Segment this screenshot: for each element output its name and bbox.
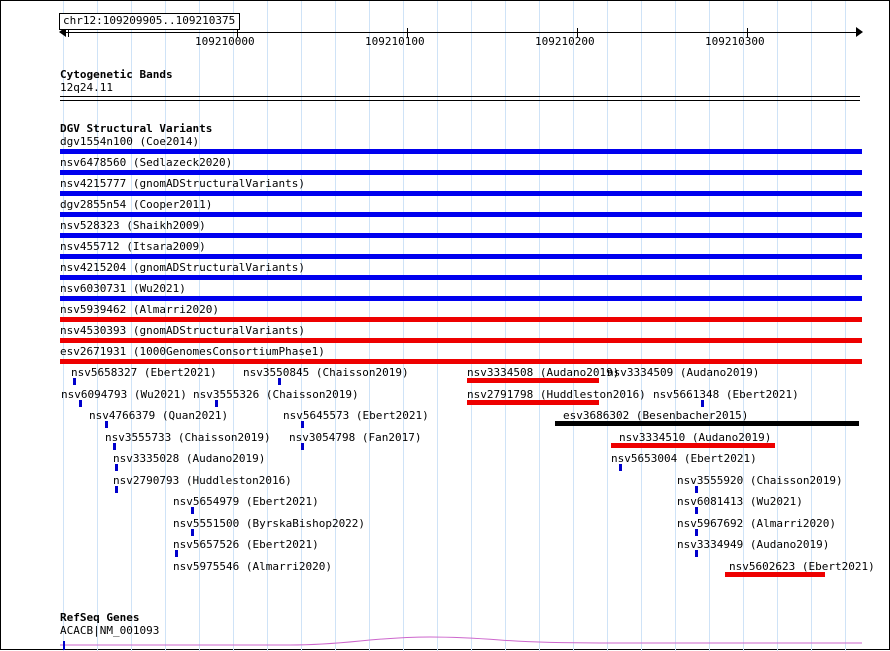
- variant-tick[interactable]: [695, 550, 698, 557]
- variant-label[interactable]: nsv3550845 (Chaisson2019): [243, 366, 409, 379]
- variant-bar[interactable]: [60, 191, 862, 196]
- gridline: [641, 1, 642, 651]
- variant-bar[interactable]: [60, 359, 862, 364]
- ruler-tick-label: 109210300: [705, 35, 765, 48]
- variant-label[interactable]: nsv4530393 (gnomADStructuralVariants): [60, 324, 306, 337]
- variant-bar[interactable]: [60, 296, 862, 301]
- variant-label[interactable]: nsv5975546 (Almarri2020): [173, 560, 332, 573]
- gridline: [607, 1, 608, 651]
- variant-tick[interactable]: [105, 421, 108, 428]
- variant-label[interactable]: nsv6094793 (Wu2021): [61, 388, 187, 401]
- variant-tick[interactable]: [115, 486, 118, 493]
- refseq-genes-title: RefSeq Genes: [60, 611, 140, 624]
- ruler-tick-label: 109210100: [365, 35, 425, 48]
- variant-tick[interactable]: [191, 507, 194, 514]
- variant-label[interactable]: nsv3334509 (Audano2019): [607, 366, 760, 379]
- variant-label[interactable]: nsv3555733 (Chaisson2019): [105, 431, 271, 444]
- dgv-structural-variants-title: DGV Structural Variants: [60, 122, 213, 135]
- variant-label[interactable]: nsv6030731 (Wu2021): [60, 282, 186, 295]
- gene-model-curve[interactable]: [60, 629, 862, 647]
- gridline: [471, 1, 472, 651]
- cytoband-rule: [60, 100, 860, 101]
- variant-label[interactable]: esv3686302 (Besenbacher2015): [563, 409, 749, 422]
- variant-bar[interactable]: [60, 254, 862, 259]
- variant-tick[interactable]: [278, 378, 281, 385]
- gridline: [403, 1, 404, 651]
- variant-label[interactable]: nsv528323 (Shaikh2009): [60, 219, 206, 232]
- ruler-axis: [61, 32, 861, 33]
- variant-label[interactable]: nsv5645573 (Ebert2021): [283, 409, 429, 422]
- variant-tick[interactable]: [701, 400, 704, 407]
- locus-label: chr12:109209905..109210375: [59, 13, 240, 30]
- gene-label[interactable]: ACACB|NM_001093: [60, 624, 160, 637]
- variant-bar[interactable]: [60, 149, 862, 154]
- gridline: [437, 1, 438, 651]
- gridline: [709, 1, 710, 651]
- variant-label[interactable]: nsv5653004 (Ebert2021): [611, 452, 757, 465]
- variant-label[interactable]: nsv4215777 (gnomADStructuralVariants): [60, 177, 306, 190]
- variant-label[interactable]: nsv2791798 (Huddleston2016): [467, 388, 646, 401]
- variant-label[interactable]: nsv5551500 (ByrskaBishop2022): [173, 517, 366, 530]
- ruler-right-arrow-icon: [856, 27, 863, 37]
- variant-label[interactable]: nsv455712 (Itsara2009): [60, 240, 206, 253]
- variant-label[interactable]: nsv5602623 (Ebert2021): [729, 560, 875, 573]
- gridline: [811, 1, 812, 651]
- variant-label[interactable]: nsv5654979 (Ebert2021): [173, 495, 319, 508]
- variant-label[interactable]: dgv1554n100 (Coe2014): [60, 135, 200, 148]
- gridline: [335, 1, 336, 651]
- variant-tick[interactable]: [191, 529, 194, 536]
- variant-label[interactable]: esv2671931 (1000GenomesConsortiumPhase1): [60, 345, 325, 358]
- variant-tick[interactable]: [695, 486, 698, 493]
- gridline: [369, 1, 370, 651]
- variant-tick[interactable]: [115, 464, 118, 471]
- variant-label[interactable]: nsv5661348 (Ebert2021): [653, 388, 799, 401]
- variant-label[interactable]: nsv3335028 (Audano2019): [113, 452, 266, 465]
- variant-label[interactable]: dgv2855n54 (Cooper2011): [60, 198, 213, 211]
- cytoband-rule: [60, 96, 860, 97]
- ruler-tick-label: 109210200: [535, 35, 595, 48]
- variant-label[interactable]: nsv6478560 (Sedlazeck2020): [60, 156, 233, 169]
- variant-bar[interactable]: [60, 275, 862, 280]
- variant-label[interactable]: nsv3555920 (Chaisson2019): [677, 474, 843, 487]
- variant-label[interactable]: nsv2790793 (Huddleston2016): [113, 474, 292, 487]
- variant-label[interactable]: nsv3334510 (Audano2019): [619, 431, 772, 444]
- variant-tick[interactable]: [215, 400, 218, 407]
- variant-label[interactable]: nsv4766379 (Quan2021): [89, 409, 229, 422]
- variant-tick[interactable]: [73, 378, 76, 385]
- gridline: [743, 1, 744, 651]
- gridline: [845, 1, 846, 651]
- variant-label[interactable]: nsv3555326 (Chaisson2019): [193, 388, 359, 401]
- variant-label[interactable]: nsv3334949 (Audano2019): [677, 538, 830, 551]
- variant-tick[interactable]: [301, 421, 304, 428]
- variant-tick[interactable]: [695, 529, 698, 536]
- variant-bar[interactable]: [60, 170, 862, 175]
- gridline: [573, 1, 574, 651]
- variant-tick[interactable]: [79, 400, 82, 407]
- gridline: [675, 1, 676, 651]
- variant-label[interactable]: nsv5658327 (Ebert2021): [71, 366, 217, 379]
- gridline: [777, 1, 778, 651]
- cytogenetic-bands-title: Cytogenetic Bands: [60, 68, 173, 81]
- gene-exon-tick[interactable]: [63, 641, 65, 650]
- variant-bar[interactable]: [60, 212, 862, 217]
- variant-label[interactable]: nsv4215204 (gnomADStructuralVariants): [60, 261, 306, 274]
- variant-tick[interactable]: [301, 443, 304, 450]
- variant-label[interactable]: nsv3334508 (Audano2019): [467, 366, 620, 379]
- variant-tick[interactable]: [695, 507, 698, 514]
- gridline: [539, 1, 540, 651]
- variant-bar[interactable]: [60, 233, 862, 238]
- variant-label[interactable]: nsv5657526 (Ebert2021): [173, 538, 319, 551]
- variant-label[interactable]: nsv6081413 (Wu2021): [677, 495, 803, 508]
- variant-tick[interactable]: [175, 550, 178, 557]
- variant-label[interactable]: nsv5967692 (Almarri2020): [677, 517, 836, 530]
- variant-tick[interactable]: [113, 443, 116, 450]
- cytoband-label: 12q24.11: [60, 81, 113, 94]
- variant-tick[interactable]: [619, 464, 622, 471]
- ruler-tick-label: 109210000: [195, 35, 255, 48]
- gridline: [505, 1, 506, 651]
- variant-bar[interactable]: [60, 317, 862, 322]
- variant-label[interactable]: nsv5939462 (Almarri2020): [60, 303, 219, 316]
- variant-bar[interactable]: [60, 338, 862, 343]
- variant-label[interactable]: nsv3054798 (Fan2017): [289, 431, 422, 444]
